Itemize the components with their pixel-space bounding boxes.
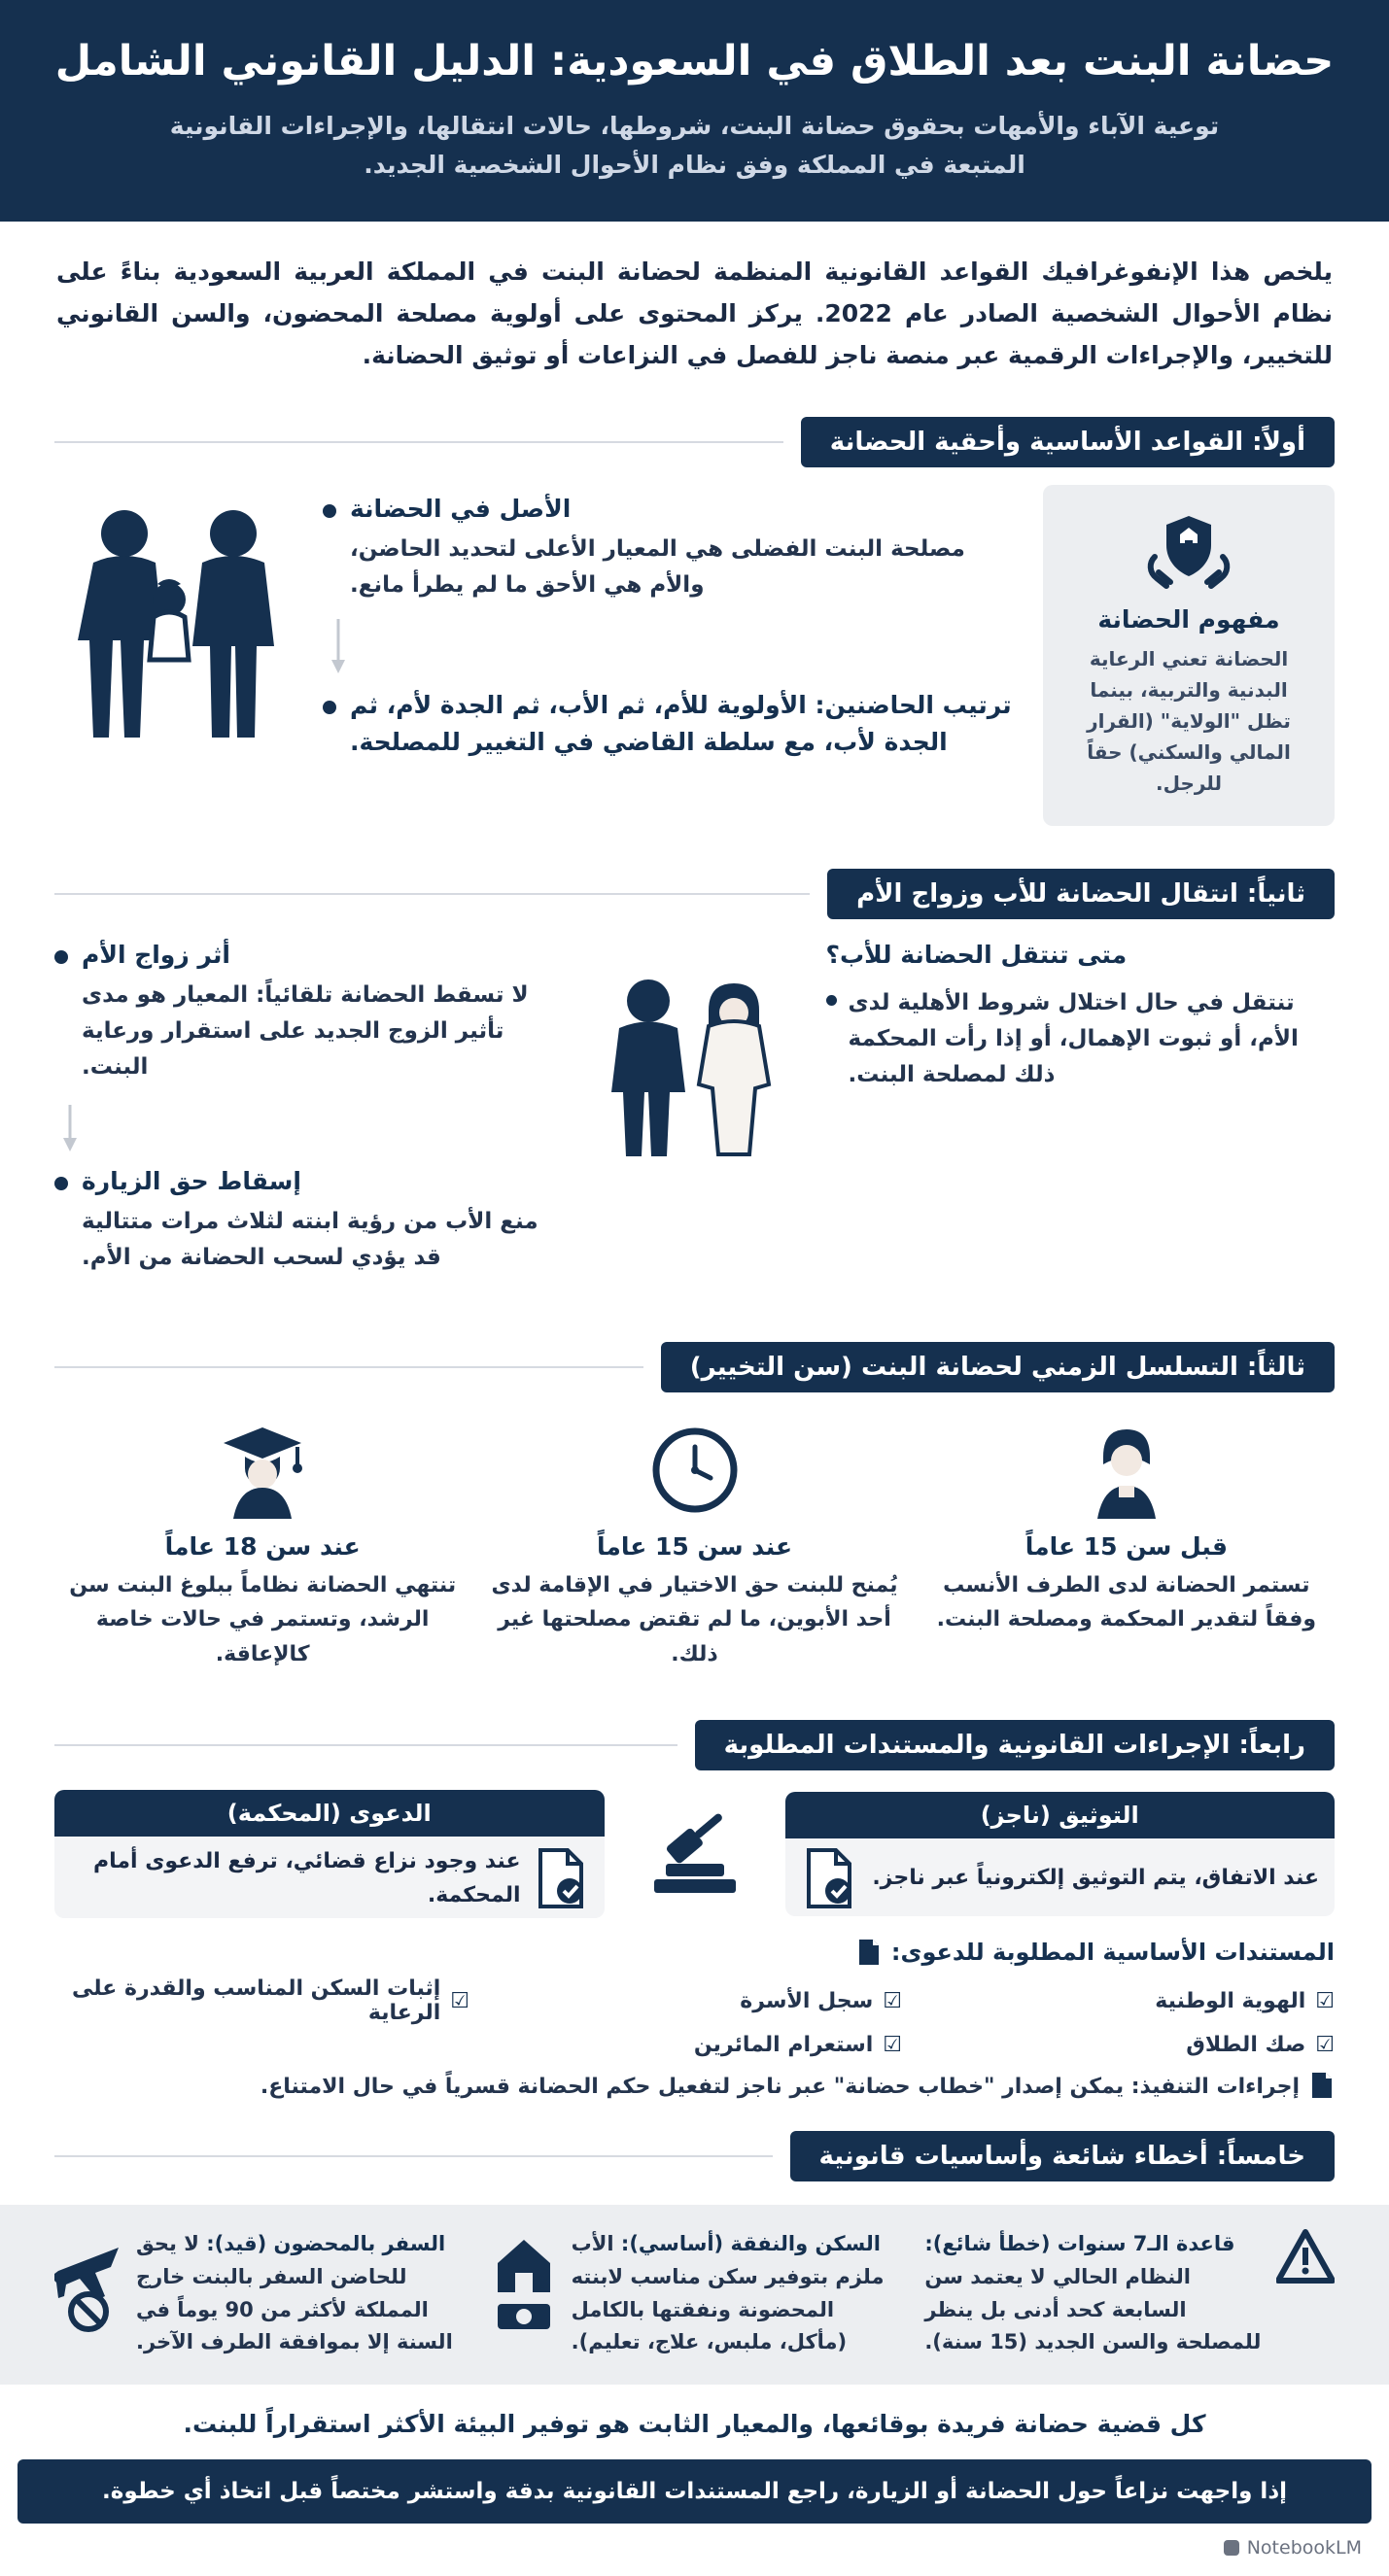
list-item	[54, 1163, 564, 1276]
timeline-heading: عند سن 15 عاماً	[596, 1532, 793, 1562]
document-icon	[1309, 2071, 1335, 2100]
list-item	[826, 937, 1336, 1093]
card-header: الدعوى (المحكمة)	[54, 1790, 605, 1837]
checklist-item	[920, 2033, 1335, 2057]
concept-text: الحضانة تعني الرعاية البدنية والتربية، بينما تظل "الولاية" (القرار المالي والسكني) حقاً للرجل.	[1087, 647, 1291, 796]
page-title: حضانة البنت بعد الطلاق في السعودية: الدليل القانوني الشامل	[54, 37, 1335, 86]
bullet-title: متى تنتقل الحضانة للأب؟	[825, 941, 1128, 970]
divider	[54, 893, 810, 895]
mistake-text: النظام الحالي لا يعتمد سن السابعة كحد أدنى بل ينظر للمصلحة والسن الجديد (15 سنة).	[924, 2264, 1262, 2354]
document-check-icon	[533, 1846, 589, 1910]
section-5-title-row	[0, 2108, 1389, 2191]
mistake-item	[54, 2228, 465, 2358]
documents-list	[0, 1926, 1389, 2108]
checklist-label: الهوية الوطنية	[1155, 1988, 1306, 2013]
checklist-label: صك الطلاق	[1186, 2033, 1306, 2058]
bullet-title: أثر زواج الأم	[82, 941, 230, 970]
checkbox-icon: ☑	[1315, 2033, 1335, 2058]
section-1-title-row	[0, 394, 1389, 477]
enforcement-text: إجراءات التنفيذ: يمكن إصدار "خطاب حضانة" عبر ناجز لتفعيل حكم الحضانة قسرياً في حال الامتناع.	[260, 2075, 1300, 2100]
bullet-text: تنتقل في حال اختلال شروط الأهلية لدى الأم، أو ثبوت الإهمال، أو إذا رأت المحكمة ذلك لمصلحة البنت.	[848, 989, 1299, 1088]
bullet-dot	[323, 504, 336, 518]
divider	[54, 1366, 643, 1368]
timeline-text: تنتهي الحضانة نظاماً ببلوغ البنت سن الرشد، وتستمر في حالات خاصة كالإعاقة.	[69, 1573, 457, 1666]
enforcement-row	[54, 2071, 1335, 2104]
bullet-title: إسقاط حق الزيارة	[82, 1167, 301, 1196]
bullet-text: مصلحة البنت الفضلى هي المعيار الأعلى لتحديد الحاضن، والأم هي الأحق ما لم يطرأ مانع.	[350, 535, 965, 598]
checklist-label: استعرام المائرين	[693, 2033, 874, 2058]
graduate-icon	[54, 1418, 470, 1519]
timeline-heading: عند سن 18 عاماً	[164, 1532, 361, 1562]
checklist-item	[487, 1976, 902, 2025]
arrow-down-icon	[327, 619, 350, 675]
timeline-heading: قبل سن 15 عاماً	[1024, 1532, 1228, 1562]
section-1-body	[0, 477, 1389, 845]
section-2-title-row	[0, 845, 1389, 929]
bullet-text: منع الأب من رؤية ابنته لثلاث مرات متتالية قد يؤدي لسحب الحضانة من الأم.	[82, 1208, 538, 1271]
bullet-title: الأصل في الحضانة	[350, 495, 572, 524]
procedure-card-court	[54, 1790, 605, 1918]
mistake-item	[924, 2228, 1335, 2358]
checkbox-icon: ☑	[1315, 1988, 1335, 2013]
timeline-item	[919, 1418, 1335, 1671]
timeline	[0, 1402, 1389, 1697]
warning-icon	[1276, 2228, 1335, 2284]
footer-note: إذا واجهت نزاعاً حول الحضانة أو الزيارة، راجع المستندات القانونية بدقة واستشر مختصاً قبل اتخاذ أي خطوة.	[17, 2459, 1372, 2524]
brand-row	[0, 2524, 1389, 2576]
section-5-body	[0, 2205, 1389, 2384]
card-header: التوثيق (ناجز)	[785, 1792, 1336, 1838]
closing-statement: كل قضية حضانة فريدة بوقائعها، والمعيار الثابت هو توفير البيئة الأكثر استقراراً للبنت.	[183, 2409, 1206, 2438]
mistake-item	[490, 2228, 900, 2358]
girl-icon	[919, 1418, 1335, 1519]
page-subtitle: توعية الآباء والأمهات بحقوق حضانة البنت، شروطها، حالات انتقالها، والإجراءات القانونية المتبعة في المملكة وفق نظام الأحوال الشخصية الجديد.	[169, 112, 1220, 180]
section-2-left-bullets	[54, 937, 564, 1301]
procedures-row	[0, 1780, 1389, 1926]
document-check-icon	[801, 1846, 857, 1910]
notebooklm-icon	[1224, 2540, 1239, 2556]
checkbox-icon: ☑	[883, 1988, 902, 2013]
card-text: عند وجود نزاع قضائي، ترفع الدعوى أمام المحكمة.	[93, 1848, 521, 1908]
section-3-title: ثالثاً: التسلسل الزمني لحضانة البنت (سن التخيير)	[661, 1342, 1335, 1392]
documents-grid	[54, 1976, 1335, 2057]
intro-paragraph: يلخص هذا الإنفوغرافيك القواعد القانونية المنظمة لحضانة البنت في المملكة العربية السعودية بناءً على نظام الأحوال الشخصية الصادر عام 2022. يركز المحتوى على أولوية مصلحة المحضون، والسن القانوني للتخيير، والإجراءات الرقمية عبر منصة ناجز للفصل في النزاعات أو توثيق الحضانة.	[56, 258, 1333, 370]
arrow-down-icon	[58, 1105, 82, 1153]
mistake-text: الأب ملزم بتوفير سكن مناسب لابنته المحضونة ونفقتها بالكامل (مأكل، ملبس، علاج، تعليم).	[571, 2232, 885, 2354]
divider	[54, 1744, 677, 1746]
clock-icon	[486, 1418, 902, 1519]
section-5-title: خامساً: أخطاء شائعة وأساسيات قانونية	[790, 2131, 1335, 2181]
section-4-title-row	[0, 1697, 1389, 1780]
mistake-lead: السفر بالمحضون (قيد):	[206, 2232, 446, 2256]
timeline-text: تستمر الحضانة لدى الطرف الأنسب وفقاً لتقدير المحكمة ومصلحة البنت.	[936, 1573, 1317, 1632]
section-4-title: رابعاً: الإجراءات القانونية والمستندات المطلوبة	[695, 1720, 1335, 1770]
father-daughter-icon	[583, 937, 807, 1160]
timeline-item	[54, 1418, 470, 1671]
arrow-connector	[54, 1105, 564, 1153]
mistake-text-block	[572, 2228, 900, 2358]
section-1-title: أولاً: القواعد الأساسية وأحقية الحضانة	[801, 417, 1335, 467]
checklist-item	[487, 2033, 902, 2057]
mistake-text-block	[136, 2228, 465, 2358]
document-icon	[856, 1938, 882, 1967]
header	[0, 0, 1389, 222]
section-3-title-row	[0, 1319, 1389, 1402]
bullet-dot	[54, 1177, 68, 1190]
documents-heading-row	[54, 1938, 1335, 1967]
timeline-text: يُمنح للبنت حق الاختيار في الإقامة لدى أحد الأبوين، ما لم تقتض مصلحتها غير ذلك.	[491, 1573, 898, 1666]
mistake-lead: قاعدة الـ7 سنوات (خطأ شائع):	[924, 2232, 1235, 2256]
gavel-icon	[622, 1807, 768, 1901]
bullet-dot	[826, 995, 837, 1006]
checklist-item	[54, 1976, 469, 2025]
mistake-text: لا يحق للحاضن السفر بالبنت خارج المملكة لأكثر من 90 يوماً في السنة إلا بموافقة الطرف الآخر.	[135, 2232, 453, 2354]
divider	[54, 2155, 773, 2157]
checklist-label: إثبات السكن المناسب والقدرة على الرعاية	[72, 1976, 441, 2026]
checklist-item	[920, 1976, 1335, 2025]
list-item	[54, 937, 564, 1085]
family-parents-child-icon	[54, 485, 297, 747]
section-2-right-bullets	[826, 937, 1336, 1118]
section-2-title: ثانياً: انتقال الحضانة للأب وزواج الأم	[827, 869, 1335, 919]
procedure-card-najiz	[785, 1792, 1336, 1916]
arrow-connector	[323, 619, 1018, 675]
divider	[54, 441, 783, 443]
bullet-dot	[323, 701, 336, 714]
no-travel-icon	[54, 2228, 122, 2335]
documents-heading: المستندات الأساسية المطلوبة للدعوى:	[890, 1939, 1335, 1967]
bullet-title: ترتيب الحاضنين: الأولوية للأم، ثم الأب، ثم الجدة لأم، ثم الجدة لأب، مع سلطة القاضي في التغيير للمصلحة.	[350, 691, 1012, 756]
checkbox-icon: ☑	[450, 1988, 469, 2013]
section-2-body	[0, 929, 1389, 1319]
mistake-text-block	[924, 2228, 1263, 2358]
section-1-bullets	[323, 485, 1018, 785]
brand-label: NotebookLM	[1246, 2537, 1362, 2559]
list-item	[323, 491, 1018, 603]
shield-hands-icon	[1068, 508, 1309, 592]
concept-heading: مفهوم الحضانة	[1097, 605, 1280, 635]
checkbox-icon: ☑	[883, 2033, 902, 2058]
bullet-dot	[54, 950, 68, 964]
list-item	[323, 687, 1018, 760]
checklist-label: سجل الأسرة	[740, 1988, 874, 2013]
mistake-lead: السكن والنفقة (أساسي):	[620, 2232, 882, 2256]
timeline-item	[486, 1418, 902, 1671]
concept-card	[1043, 485, 1335, 826]
home-money-icon	[490, 2228, 558, 2335]
bullet-text: لا تسقط الحضانة تلقائياً: المعيار هو مدى تأثير الزوج الجديد على استقرار ورعاية البنت.	[82, 981, 529, 1081]
card-text: عند الاتفاق، يتم التوثيق إلكترونياً عبر ناجز.	[872, 1866, 1319, 1891]
